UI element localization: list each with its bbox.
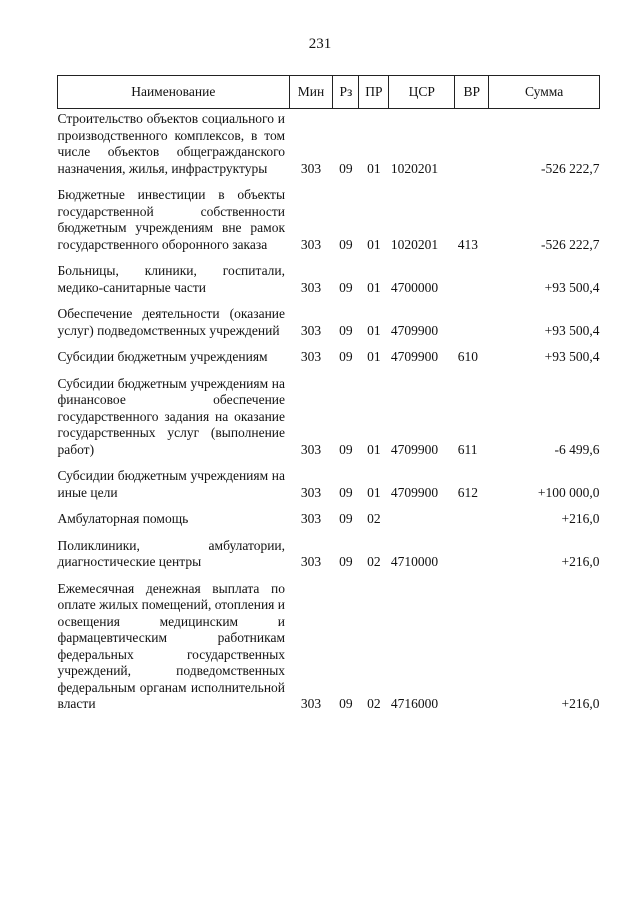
row-min: 303 [300, 554, 322, 569]
row-vr [455, 571, 489, 713]
row-csr [389, 501, 455, 528]
row-pr: 01 [367, 160, 381, 176]
table-header-row [58, 76, 600, 109]
row-vr [455, 501, 489, 528]
row-sum: +216,0 [561, 696, 600, 711]
row-min: 303 [300, 279, 322, 295]
row-rz: 09 [339, 441, 353, 457]
row-min: 303 [300, 236, 322, 252]
header-rz: Рз [333, 76, 359, 109]
row-vr [455, 528, 489, 571]
row-vr [455, 109, 489, 178]
row-pr: 02 [367, 511, 381, 526]
row-csr: 1020201 [390, 236, 439, 252]
row-csr: 4709900 [390, 484, 439, 500]
table-row [58, 253, 600, 296]
row-pr: 01 [367, 349, 381, 364]
row-pr: 01 [367, 484, 381, 500]
row-rz: 09 [339, 484, 353, 500]
row-sum: +100 000,0 [537, 484, 600, 500]
row-sum: +93 500,4 [544, 322, 600, 338]
table-row [58, 109, 600, 178]
table-row [58, 339, 600, 366]
row-csr: 4709900 [390, 322, 439, 338]
header-name: Наименование [58, 76, 290, 109]
row-name: Амбулаторная помощь [57, 511, 189, 526]
row-sum: +216,0 [561, 511, 600, 526]
row-vr [455, 253, 489, 296]
table-row [58, 571, 600, 713]
row-name: Больницы, клиники, госпитали, медико-санитарные части [57, 263, 286, 295]
row-pr: 01 [367, 279, 381, 295]
row-vr [455, 296, 489, 339]
row-rz: 09 [339, 511, 353, 526]
table-row [58, 458, 600, 501]
header-sum: Сумма [489, 76, 600, 109]
row-pr: 01 [367, 441, 381, 457]
row-name: Субсидии бюджетным учреждениям на финансовое обеспечение государственного задания на оказание государственных услуг (выполнение работ) [57, 375, 286, 457]
row-rz: 09 [339, 279, 353, 295]
header-csr: ЦСР [389, 76, 455, 109]
row-sum: -526 222,7 [541, 236, 600, 252]
row-min: 303 [300, 441, 322, 457]
row-rz: 09 [339, 160, 353, 176]
table-row [58, 366, 600, 459]
row-rz: 09 [339, 696, 353, 711]
row-name: Строительство объектов социального и производственного комплексов, в том числе объектов общегражданского назначения, жилья, инфраструктуры [57, 111, 286, 176]
row-rz: 09 [339, 349, 353, 364]
table-row [58, 296, 600, 339]
row-min: 303 [300, 696, 322, 711]
table-row [58, 528, 600, 571]
row-name: Бюджетные инвестиции в объекты государственной собственности бюджетным учреждениям вне рамок государственного оборонного заказа [57, 187, 286, 252]
row-sum: -526 222,7 [541, 160, 600, 176]
row-name: Обеспечение деятельности (оказание услуг) подведомственных учреждений [57, 306, 286, 338]
row-vr: 610 [457, 349, 479, 364]
row-rz: 09 [339, 236, 353, 252]
row-vr: 413 [457, 236, 479, 252]
row-name: Субсидии бюджетным учреждениям на иные цели [57, 468, 286, 500]
row-rz: 09 [339, 322, 353, 338]
row-sum: +93 500,4 [544, 279, 600, 295]
row-csr: 4709900 [390, 349, 439, 364]
row-pr: 01 [367, 322, 381, 338]
row-csr: 4709900 [390, 441, 439, 457]
row-csr: 4710000 [390, 554, 439, 569]
header-pr: ПР [359, 76, 389, 109]
row-sum: +93 500,4 [544, 349, 600, 364]
row-pr: 02 [367, 554, 381, 569]
budget-table [57, 75, 600, 713]
row-min: 303 [300, 511, 322, 526]
row-min: 303 [300, 322, 322, 338]
table-row [58, 177, 600, 253]
row-min: 303 [300, 349, 322, 364]
row-sum: +216,0 [561, 554, 600, 569]
row-csr: 4700000 [390, 279, 439, 295]
row-vr: 612 [457, 484, 479, 500]
row-min: 303 [300, 484, 322, 500]
row-sum: -6 499,6 [554, 441, 600, 457]
row-min: 303 [300, 160, 322, 176]
row-csr: 1020201 [390, 160, 439, 176]
row-pr: 02 [367, 696, 381, 711]
row-pr: 01 [367, 236, 381, 252]
row-vr: 611 [457, 441, 478, 457]
row-name: Субсидии бюджетным учреждениям [57, 349, 268, 364]
header-min: Мин [289, 76, 333, 109]
row-rz: 09 [339, 554, 353, 569]
page-number: 231 [308, 36, 332, 52]
row-name: Ежемесячная денежная выплата по оплате жилых помещений, отопления и освещения медицинским и фармацевтическим работникам федеральных государственных учреждений, подведомственных федеральным органам исполнительной власти [57, 580, 286, 711]
row-csr: 4716000 [390, 696, 439, 711]
table-row [58, 501, 600, 528]
row-name: Поликлиники, амбулатории, диагностические центры [57, 537, 286, 569]
header-vr: ВР [455, 76, 489, 109]
